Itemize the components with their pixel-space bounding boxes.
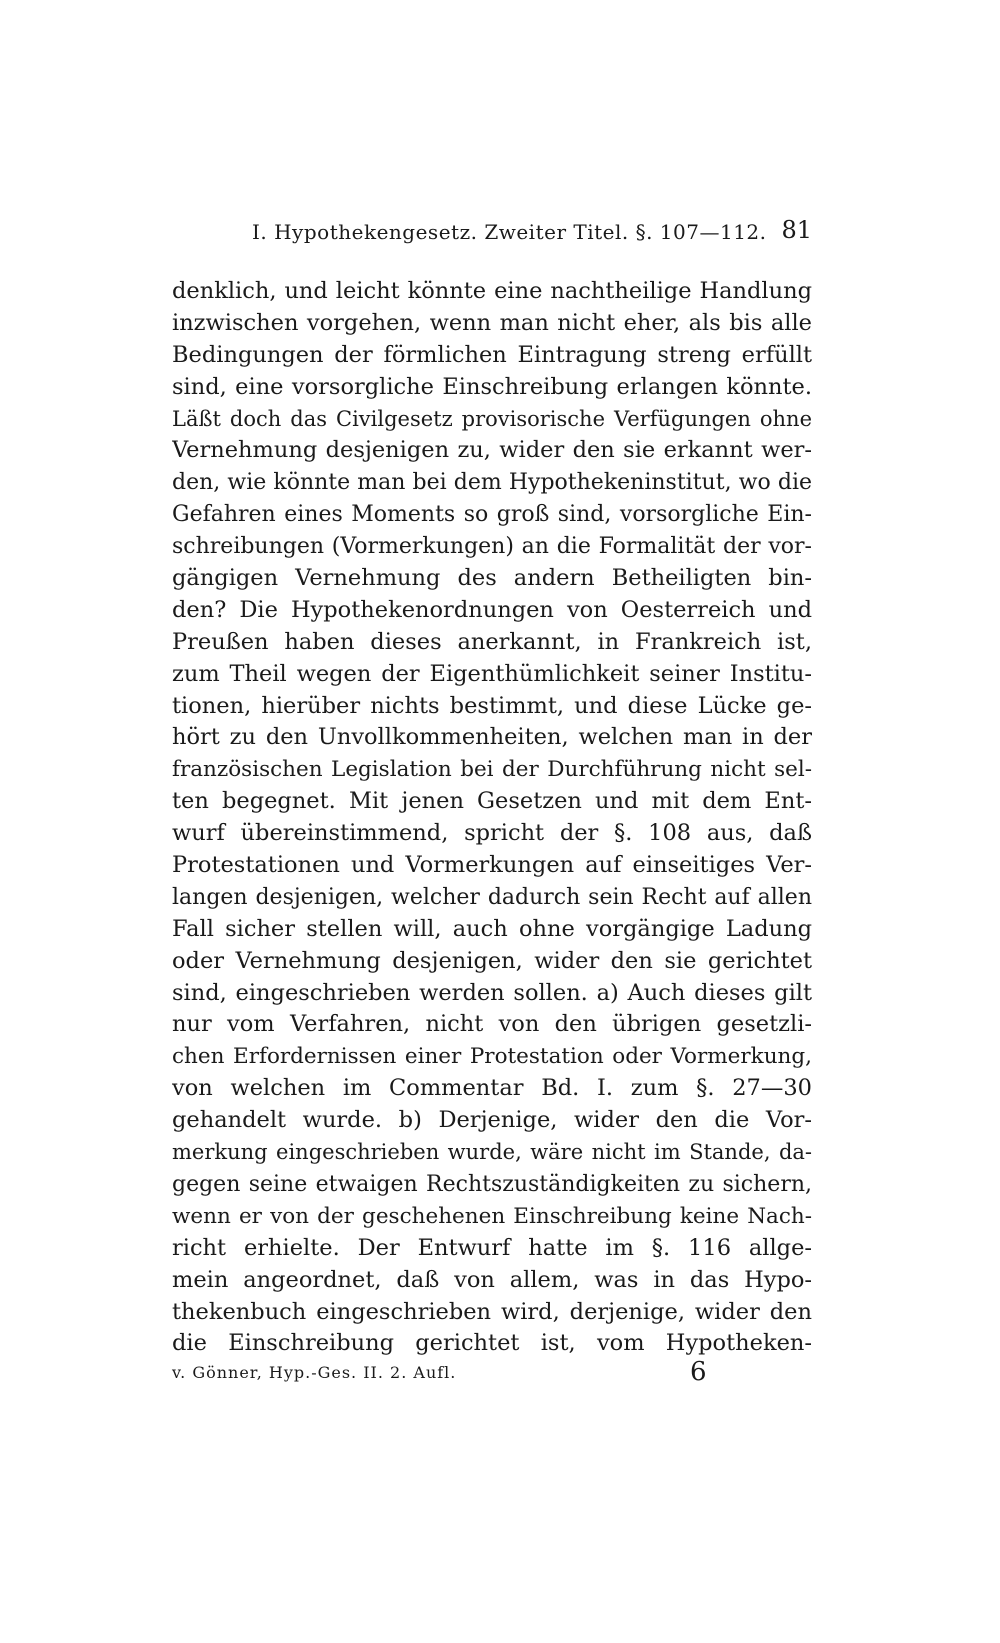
text-line: schreibungen (Vormerkungen) an die Formalität der vor- [172, 534, 812, 560]
page-header [252, 216, 812, 252]
printer-signature: v. Gönner, Hyp.-Ges. II. 2. Aufl. [172, 1363, 457, 1382]
text-line: wurf übereinstimmend, spricht der §. 108 aus, daß [172, 820, 812, 847]
page-footer [172, 1357, 732, 1391]
text-line: thekenbuch eingeschrieben wird, derjenige, wider den [172, 1298, 812, 1325]
text-line: Gefahren eines Moments so groß sind, vorsorgliche Ein- [172, 502, 812, 528]
text-line: langen desjenigen, welcher dadurch sein Recht auf allen [172, 884, 812, 910]
text-line: Vernehmung desjenigen zu, wider den sie erkannt wer- [172, 437, 812, 464]
text-line: sind, eine vorsorgliche Einschreibung erlangen könnte. [172, 373, 812, 400]
text-line: die Einschreibung gerichtet ist, vom Hypotheken- [172, 1330, 812, 1357]
page-number: 81 [781, 216, 812, 244]
text-line: oder Vernehmung desjenigen, wider den sie gerichtet [172, 947, 812, 974]
text-line: zum Theil wegen der Eigenthümlichkeit seiner Institu- [172, 660, 812, 687]
text-line: Preußen haben dieses anerkannt, in Frankreich ist, [172, 628, 812, 655]
text-line: gehandelt wurde. b) Derjenige, wider den die Vor- [172, 1107, 812, 1134]
body-text [172, 276, 812, 1360]
signature-mark: 6 [690, 1357, 707, 1387]
text-line: ten begegnet. Mit jenen Gesetzen und mit dem Ent- [172, 788, 812, 815]
text-line: merkung eingeschrieben wurde, wäre nicht im Stande, da- [172, 1140, 812, 1165]
text-line: inzwischen vorgehen, wenn man nicht eher, als bis alle [172, 309, 812, 336]
text-line: chen Erfordernissen einer Protestation oder Vormerkung, [172, 1044, 812, 1070]
text-line: den? Die Hypothekenordnungen von Oesterreich und [172, 596, 812, 623]
text-line: tionen, hierüber nichts bestimmt, und diese Lücke ge- [172, 692, 812, 719]
running-head: I. Hypothekengesetz. Zweiter Titel. §. 107—112. [252, 220, 767, 244]
text-line: Läßt doch das Civilgesetz provisorische Verfügungen ohne [172, 406, 812, 431]
text-line: richt erhielte. Der Entwurf hatte im §. 116 allge- [172, 1234, 812, 1261]
text-line: gängigen Vernehmung des andern Betheiligten bin- [172, 565, 812, 592]
text-line: Fall sicher stellen will, auch ohne vorgängige Ladung [172, 915, 812, 942]
text-line: nur vom Verfahren, nicht von den übrigen gesetzli- [172, 1011, 812, 1038]
text-line: Bedingungen der förmlichen Eintragung streng erfüllt [172, 341, 812, 368]
text-line: Protestationen und Vormerkungen auf einseitiges Ver- [172, 852, 812, 879]
text-line: denklich, und leicht könnte eine nachtheilige Handlung [172, 278, 812, 304]
text-line: den, wie könnte man bei dem Hypothekeninstitut, wo die [172, 470, 812, 496]
text-line: von welchen im Commentar Bd. I. zum §. 27—30 [172, 1075, 812, 1102]
text-line: mein angeordnet, daß von allem, was in das Hypo- [172, 1266, 812, 1293]
text-line: wenn er von der geschehenen Einschreibung keine Nach- [172, 1203, 812, 1229]
text-line: sind, eingeschrieben werden sollen. a) Auch dieses gilt [172, 979, 812, 1006]
text-line: gegen seine etwaigen Rechtszuständigkeiten zu sichern, [172, 1171, 812, 1197]
text-line: hört zu den Unvollkommenheiten, welchen man in der [172, 724, 812, 751]
text-line: französischen Legislation bei der Durchführung nicht sel- [172, 757, 812, 783]
